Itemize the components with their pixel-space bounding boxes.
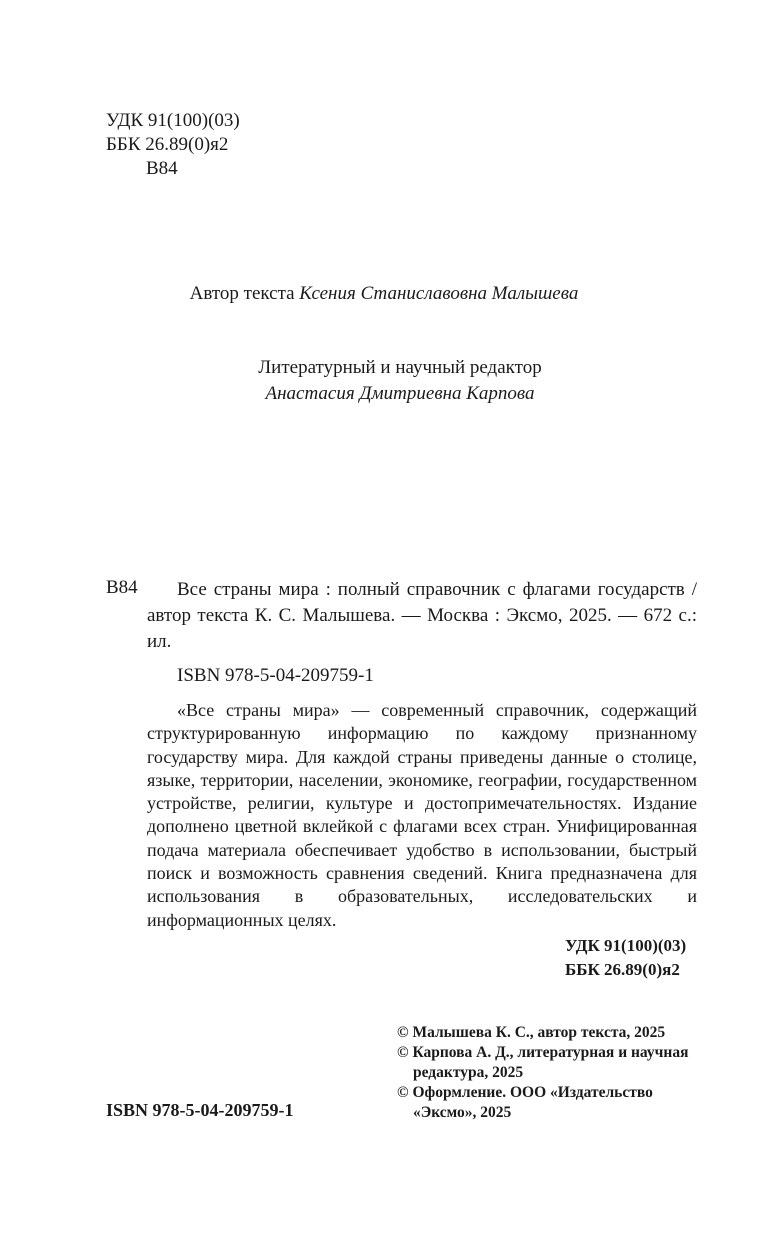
bottom-classification bbox=[565, 934, 686, 982]
bibliographic-description: Все страны мира : полный справочник с флагами государств / автор текста К. С. Малышева. — Москва : Эксмо, 2025. — 672 с.: ил. bbox=[147, 579, 697, 652]
catalog-entry-code: В84 bbox=[106, 577, 138, 598]
footer-isbn: ISBN 978-5-04-209759-1 bbox=[106, 1100, 294, 1120]
copyright-editor: © Карпова А. Д., литературная и научная bbox=[397, 1044, 689, 1061]
copyright-design-continued: «Эксмо», 2025 bbox=[413, 1104, 512, 1121]
copyright-author: © Малышева К. С., автор текста, 2025 bbox=[397, 1024, 666, 1041]
bottom-bbk-code: ББК 26.89(0)я2 bbox=[565, 960, 680, 979]
bbk-code: ББК 26.89(0)я2 bbox=[106, 134, 229, 155]
copyright-editor-continued: редактура, 2025 bbox=[413, 1064, 524, 1081]
author-name: Ксения Станиславовна Малышева bbox=[299, 283, 579, 304]
book-annotation: «Все страны мира» — современный справочник, содержащий структурированную информацию по каждому признанному государству мира. Для каждой страны приведены данные о столице, языке, территории, населении, экономике, географии, государственном устройстве, религии, культуре и достопримечательностях. Издание дополнено цветной вклейкой с флагами всех стран. Унифицированная подача материала обеспечивает удобство в использовании, быстрый поиск и возможность сравнения сведений. Книга предназначена для использования в образовательных, исследовательских и информационных целях. bbox=[147, 700, 697, 930]
udk-code: УДК 91(100)(03) bbox=[106, 110, 240, 131]
author-label: Автор текста bbox=[189, 283, 295, 304]
copyright-design: © Оформление. ООО «Издательство bbox=[397, 1084, 653, 1101]
author-code: В84 bbox=[146, 158, 178, 179]
author-credit bbox=[0, 283, 768, 305]
editor-name: Анастасия Дмитриевна Карпова bbox=[265, 383, 535, 404]
editor-credit bbox=[0, 355, 768, 407]
catalog-isbn: ISBN 978-5-04-209759-1 bbox=[177, 665, 374, 686]
classification-block bbox=[106, 109, 240, 181]
bottom-udk-code: УДК 91(100)(03) bbox=[565, 936, 687, 955]
editor-label: Литературный и научный редактор bbox=[258, 357, 542, 378]
copyright-notices bbox=[397, 1023, 717, 1123]
